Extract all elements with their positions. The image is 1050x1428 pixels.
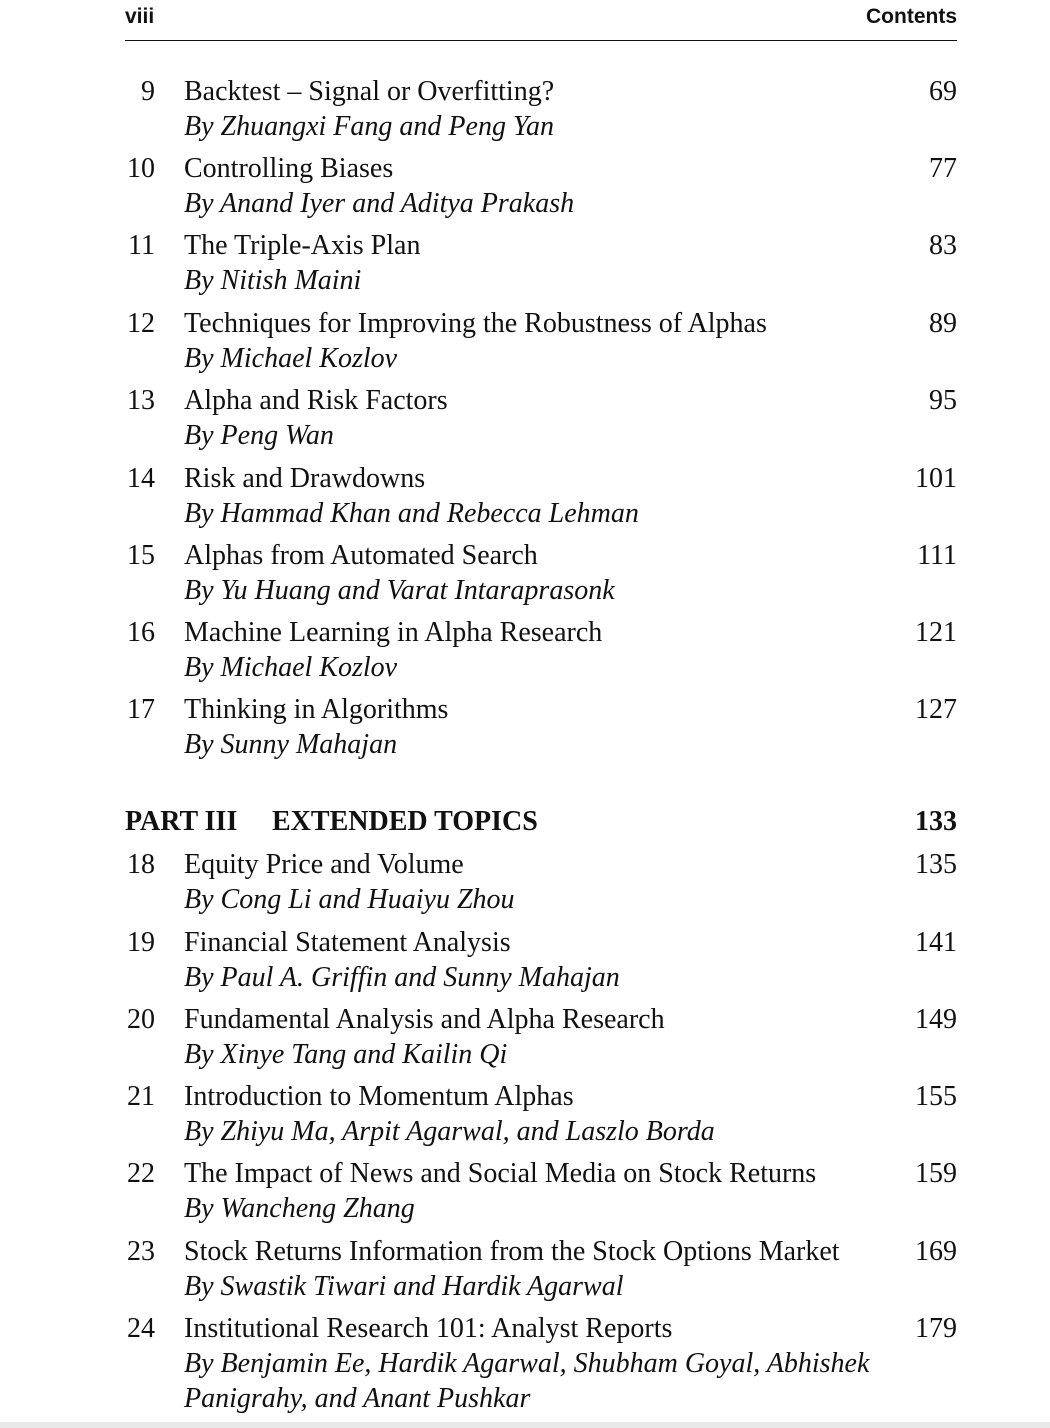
part-page: 133 [915,806,957,837]
chapter-page: 69 [929,76,957,107]
chapter-authors: By Michael Kozlov [184,343,398,374]
chapter-number: 13 [127,385,155,416]
chapter-authors: By Swastik Tiwari and Hardik Agarwal [184,1271,624,1302]
chapter-authors: By Zhuangxi Fang and Peng Yan [184,111,554,142]
chapter-authors: By Peng Wan [184,420,334,451]
chapter-title[interactable]: Controlling Biases [184,153,394,184]
chapter-number: 9 [141,76,155,107]
chapter-number: 16 [127,617,155,648]
chapter-authors: By Anand Iyer and Aditya Prakash [184,188,575,219]
chapter-title[interactable]: Alpha and Risk Factors [184,385,448,416]
chapter-title[interactable]: Alphas from Automated Search [184,540,538,571]
chapter-title[interactable]: Thinking in Algorithms [184,694,449,725]
chapter-number: 14 [127,463,155,494]
chapter-page: 169 [915,1236,957,1267]
running-head [125,0,957,41]
chapter-title[interactable]: Risk and Drawdowns [184,463,426,494]
chapter-number: 17 [127,694,155,725]
chapter-page: 95 [929,385,957,416]
part-label: PART III [125,806,238,837]
chapter-page: 179 [915,1313,957,1344]
chapter-title[interactable]: Backtest – Signal or Overfitting? [184,76,555,107]
chapter-page: 101 [915,463,957,494]
chapter-page: 127 [915,694,957,725]
chapter-title[interactable]: Financial Statement Analysis [184,927,511,958]
chapter-number: 10 [127,153,155,184]
section-title: Contents [866,5,957,28]
page-number: viii [125,5,155,28]
chapter-number: 11 [128,230,155,261]
chapter-authors: By Wancheng Zhang [184,1193,415,1224]
chapter-authors: By Xinye Tang and Kailin Qi [184,1039,508,1070]
chapter-page: 135 [915,849,957,880]
chapter-number: 21 [127,1081,155,1112]
chapter-page: 121 [915,617,957,648]
chapter-number: 18 [127,849,155,880]
chapter-page: 141 [915,927,957,958]
chapter-number: 23 [127,1236,155,1267]
chapter-authors: By Hammad Khan and Rebecca Lehman [184,498,639,529]
chapter-authors: By Zhiyu Ma, Arpit Agarwal, and Laszlo Borda [184,1116,715,1147]
chapter-title[interactable]: Equity Price and Volume [184,849,464,880]
chapter-page: 83 [929,230,957,261]
part-title[interactable]: EXTENDED TOPICS [272,806,538,837]
chapter-title[interactable]: Fundamental Analysis and Alpha Research [184,1004,665,1035]
chapter-page: 89 [929,308,957,339]
chapter-number: 12 [127,308,155,339]
chapter-number: 24 [127,1313,155,1344]
chapter-authors: By Nitish Maini [184,265,362,296]
chapter-authors: By Sunny Mahajan [184,729,398,760]
chapter-authors: By Michael Kozlov [184,652,398,683]
chapter-number: 22 [127,1158,155,1189]
chapter-page: 149 [915,1004,957,1035]
chapter-number: 20 [127,1004,155,1035]
chapter-authors: By Benjamin Ee, Hardik Agarwal, Shubham Goyal, Abhishek Panigrahy, and Anant Pushkar [184,1348,870,1414]
chapter-title[interactable]: Stock Returns Information from the Stock Options Market [184,1236,840,1267]
page-bottom-edge [0,1422,1050,1428]
chapter-page: 159 [915,1158,957,1189]
chapter-title[interactable]: The Triple-Axis Plan [184,230,421,261]
chapter-page: 155 [915,1081,957,1112]
chapter-title[interactable]: Techniques for Improving the Robustness of Alphas [184,308,767,339]
chapter-title[interactable]: The Impact of News and Social Media on Stock Returns [184,1158,817,1189]
chapter-authors: By Paul A. Griffin and Sunny Mahajan [184,962,620,993]
chapter-authors: By Cong Li and Huaiyu Zhou [184,884,515,915]
chapter-page: 111 [917,540,957,571]
chapter-number: 15 [127,540,155,571]
chapter-number: 19 [127,927,155,958]
chapter-authors: By Yu Huang and Varat Intaraprasonk [184,575,615,606]
chapter-title[interactable]: Introduction to Momentum Alphas [184,1081,574,1112]
chapter-title[interactable]: Machine Learning in Alpha Research [184,617,603,648]
chapter-title[interactable]: Institutional Research 101: Analyst Reports [184,1313,673,1344]
chapter-page: 77 [929,153,957,184]
